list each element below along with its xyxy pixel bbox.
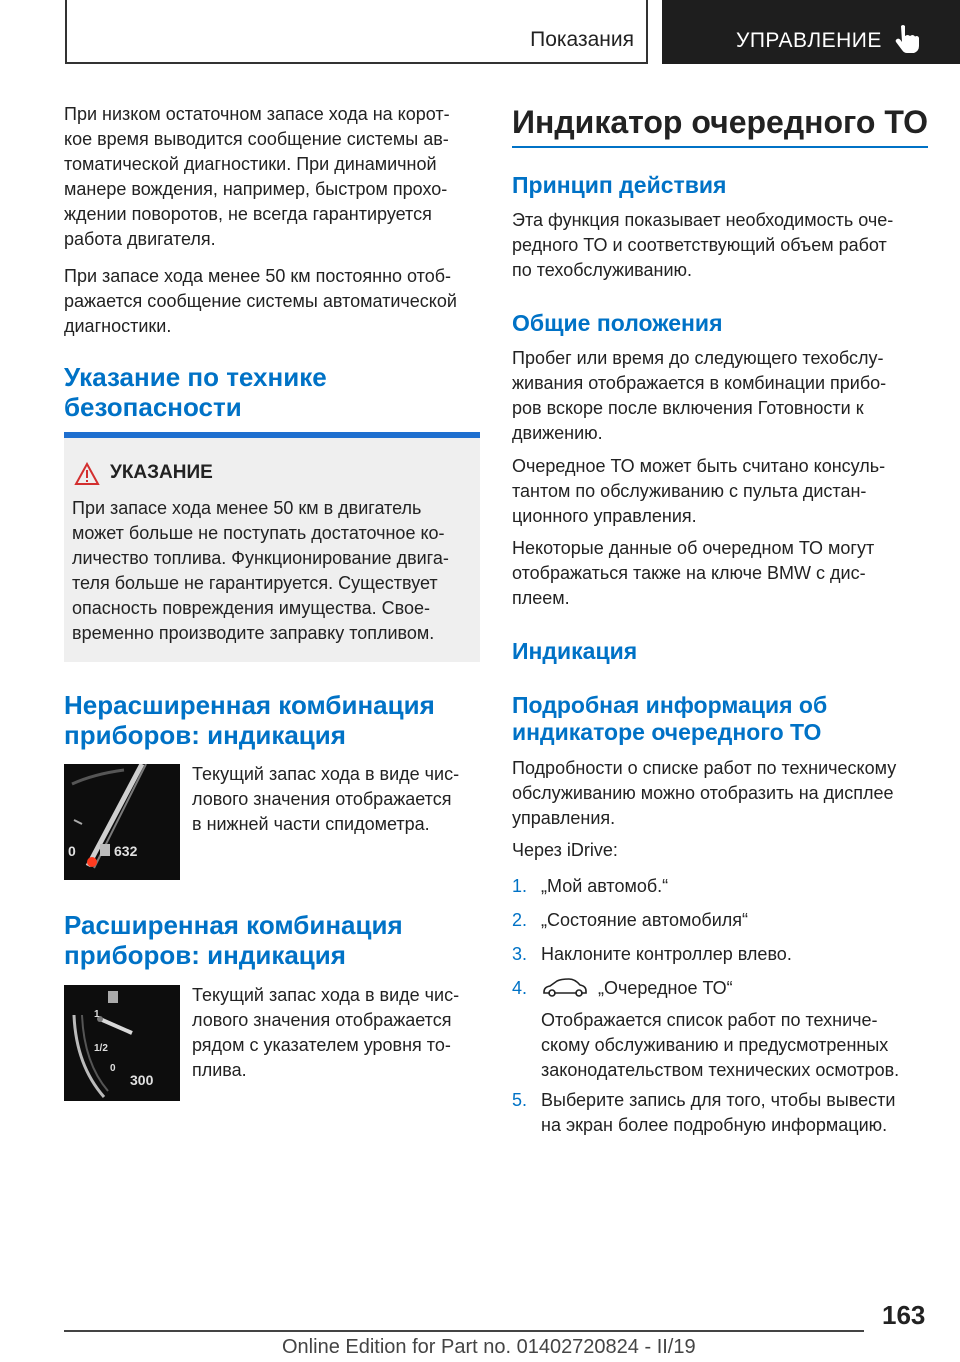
general-text-2 <box>512 454 928 529</box>
step-number: 4. <box>512 978 528 998</box>
heading-line: Указание по технике <box>64 362 327 392</box>
text-line: диагностики. <box>64 316 172 336</box>
text-line: может больше не поступать достаточное ко- <box>72 523 445 543</box>
text-line: ционного управления. <box>512 506 697 526</box>
step-number: 5. <box>512 1090 528 1110</box>
page-number: 163 <box>882 1300 926 1330</box>
text-line: опасность повреждения имущества. Свое- <box>72 598 431 618</box>
text-line: кое время выводится сообщение системы ав- <box>64 129 449 149</box>
extended-cluster-text <box>192 983 482 1083</box>
warning-box <box>64 438 480 662</box>
text-line: временно производите заправку топливом. <box>72 623 435 643</box>
text-line: движению. <box>512 423 603 443</box>
title-underline <box>512 146 928 148</box>
text-line: по техобслуживанию. <box>512 260 692 280</box>
heading-line: Расширенная комбинация <box>64 910 403 940</box>
footer-edition: Online Edition for Part no. 01402720824 - II/19 <box>282 1336 696 1358</box>
step-text: Наклоните контроллер влево. <box>541 944 792 964</box>
text-line: живания отображается в комбинации прибо- <box>512 373 887 393</box>
general-text-3 <box>512 536 928 611</box>
text-line: ражается сообщение системы автоматической <box>64 291 457 311</box>
step-number: 2. <box>512 910 528 930</box>
text-line: ждении поворотов, не всегда гарантируется <box>64 204 432 224</box>
heading-line: индикаторе очередного ТО <box>512 719 822 745</box>
page-title: Индикатор очередного ТО <box>512 104 928 140</box>
text-line: работа двигателя. <box>64 229 216 249</box>
text-line: редного ТО и соответствующий объем работ <box>512 235 887 255</box>
gauge-range-value: 632 <box>114 843 138 859</box>
extended-cluster-image <box>64 985 180 1101</box>
fuel-full-label: 1 <box>94 1009 100 1020</box>
text-line: Подробности о списке работ по техническому <box>512 758 897 778</box>
warning-text <box>72 496 476 646</box>
text-line: в нижней части спидометра. <box>192 814 430 834</box>
fuel-empty-label: 0 <box>110 1063 116 1074</box>
text-line: скому обслуживанию и предусмотренных <box>541 1035 889 1055</box>
display-sub-heading <box>512 692 928 746</box>
text-line: Текущий запас хода в виде чис- <box>192 764 460 784</box>
gauge-zero-label: 0 <box>68 843 76 859</box>
heading-line: Нерасширенная комбинация <box>64 690 435 720</box>
header-section-label: Показания <box>530 28 634 51</box>
heading-line: приборов: индикация <box>64 720 346 750</box>
text-line: ров вскоре после включения Готовности к <box>512 398 864 418</box>
intro-paragraph <box>64 102 480 252</box>
heading-line: безопасности <box>64 392 242 422</box>
footer-rule <box>64 1330 864 1332</box>
range-paragraph <box>64 264 480 339</box>
general-heading: Общие положения <box>512 310 723 336</box>
heading-line: Подробная информация об <box>512 692 828 718</box>
header-chapter-label: УПРАВЛЕНИЕ <box>736 29 882 52</box>
text-line: При запасе хода менее 50 км постоянно отоб- <box>64 266 452 286</box>
general-text-1 <box>512 346 928 446</box>
text-line: плеем. <box>512 588 570 608</box>
warning-title: УКАЗАНИЕ <box>110 462 213 483</box>
text-line: личество топлива. Функционирование двига- <box>72 548 449 568</box>
basic-cluster-text <box>192 762 482 837</box>
extended-cluster-heading <box>64 910 480 970</box>
step-text: „Состояние автомобиля“ <box>541 910 749 930</box>
text-line: обслуживанию можно отобразить на дисплее <box>512 783 894 803</box>
hand-pointer-icon <box>894 24 920 54</box>
display-heading: Индикация <box>512 638 638 664</box>
text-line: отображаться также на ключе BMW с дис- <box>512 563 866 583</box>
fuel-half-label: 1/2 <box>94 1043 108 1054</box>
step-number: 3. <box>512 944 528 964</box>
idrive-intro: Через iDrive: <box>512 840 618 860</box>
text-line: Очередное ТО может быть считано консуль- <box>512 456 886 476</box>
car-icon <box>541 976 589 1000</box>
text-line: Пробег или время до следующего техобслу- <box>512 348 884 368</box>
basic-cluster-image <box>64 764 180 880</box>
text-line: управления. <box>512 808 616 828</box>
text-line: плива. <box>192 1060 247 1080</box>
text-line: Эта функция показывает необходимость оче- <box>512 210 894 230</box>
text-line: При низком остаточном запасе хода на корот- <box>64 104 450 124</box>
header-section-tab <box>65 0 648 64</box>
principle-text <box>512 208 928 283</box>
text-line: тантом по обслуживанию с пульта дистан- <box>512 481 867 501</box>
text-line: рядом с указателем уровня то- <box>192 1035 451 1055</box>
text-line: законодательством технических осмотров. <box>541 1060 900 1080</box>
step-text: „Очередное ТО“ <box>598 978 733 998</box>
text-line: теля больше не гарантируется. Существует <box>72 573 438 593</box>
step-text: „Мой автомоб.“ <box>541 876 669 896</box>
step-5-detail: на экран более подробную информацию. <box>541 1115 888 1135</box>
step-number: 1. <box>512 876 528 896</box>
warning-triangle-icon <box>74 462 100 486</box>
safety-heading <box>64 362 480 422</box>
display-text <box>512 756 928 831</box>
text-line: Отображается список работ по техниче- <box>541 1010 878 1030</box>
text-line: лового значения отображается <box>192 789 452 809</box>
text-line: лового значения отображается <box>192 1010 452 1030</box>
text-line: При запасе хода менее 50 км в двигатель <box>72 498 422 518</box>
principle-heading: Принцип действия <box>512 172 727 198</box>
text-line: Текущий запас хода в виде чис- <box>192 985 460 1005</box>
step-4-detail <box>541 1008 931 1083</box>
heading-line: приборов: индикация <box>64 940 346 970</box>
text-line: томатической диагностики. При динамичной <box>64 154 437 174</box>
text-line: манере вождения, например, быстром прохо- <box>64 179 448 199</box>
gauge-range-value: 300 <box>130 1072 154 1088</box>
step-text: Выберите запись для того, чтобы вывести <box>541 1090 896 1110</box>
header-chapter-tab <box>662 0 960 64</box>
text-line: Некоторые данные об очередном ТО могут <box>512 538 875 558</box>
basic-cluster-heading <box>64 690 480 750</box>
